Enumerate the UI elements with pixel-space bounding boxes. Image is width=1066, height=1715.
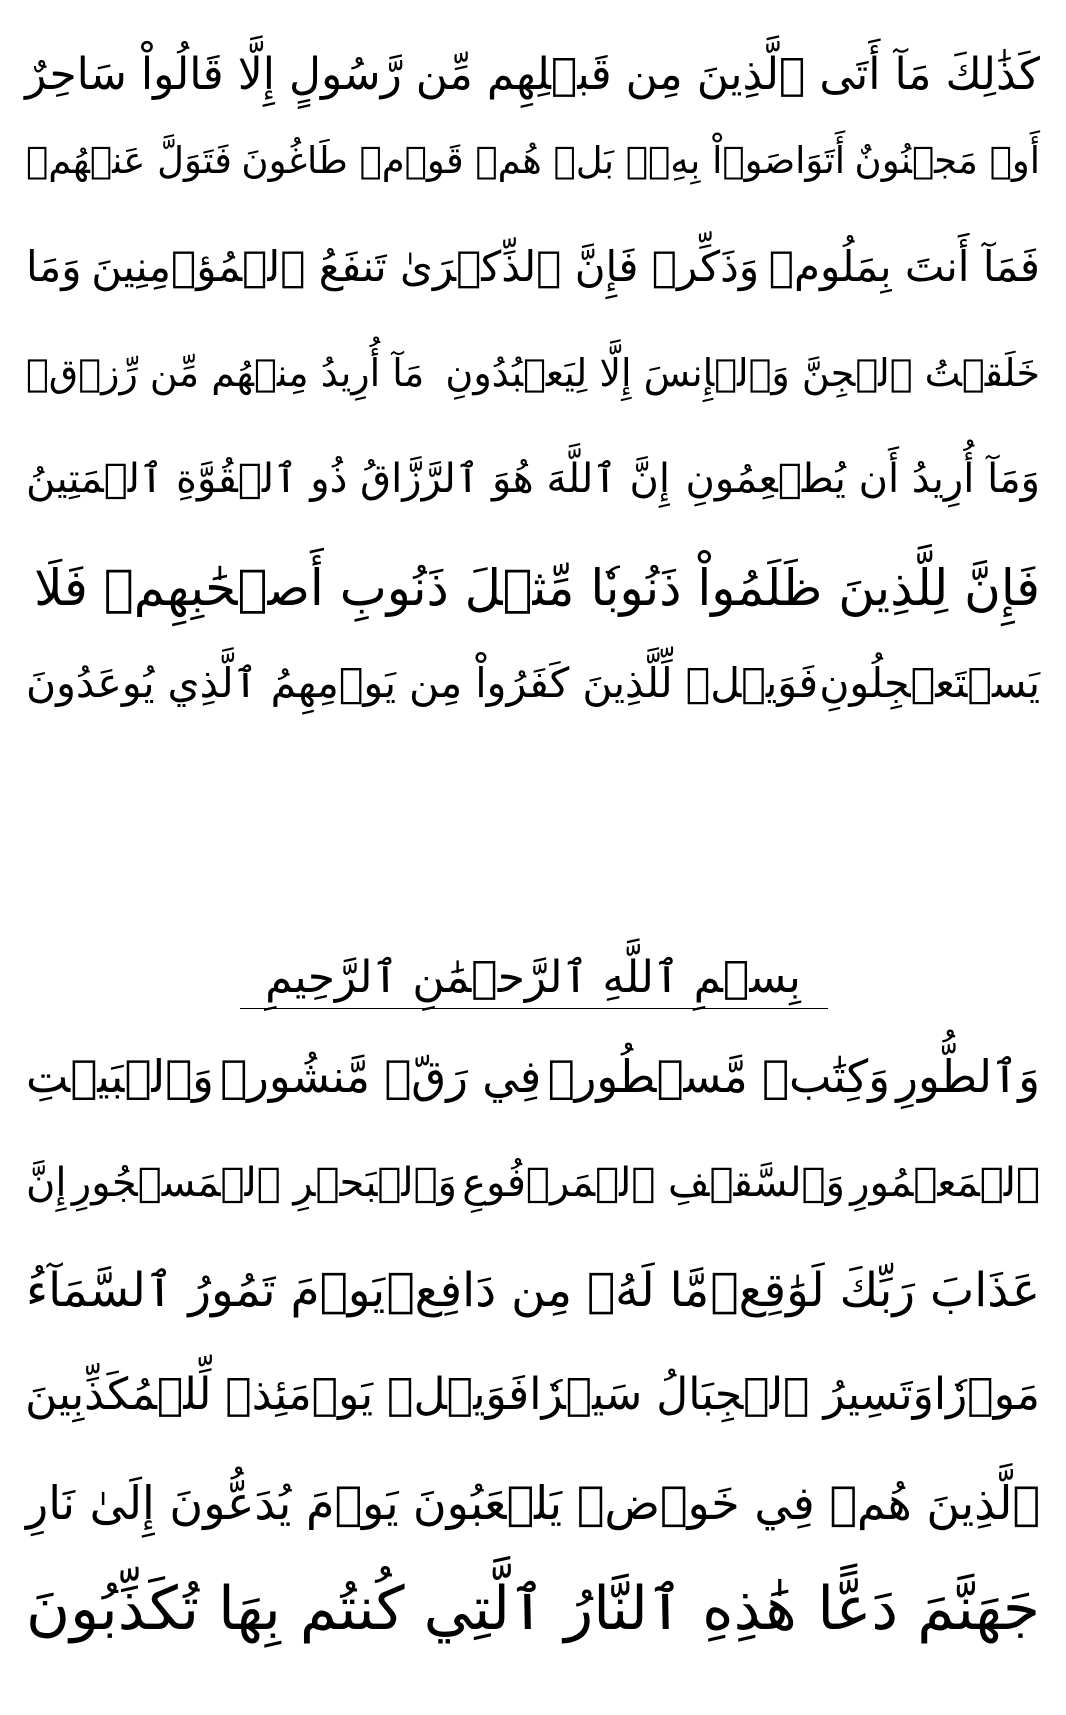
verse-segment: إِنَّ ٱللَّهَ هُوَ ٱلرَّزَّاقُ ذُو ٱلۡقُوَّةِ ٱلۡمَتِينُ: [26, 456, 670, 502]
verse-segment: مَوۡرٗا: [933, 1369, 1040, 1420]
verse-segment: وَٱلسَّقۡفِ ٱلۡمَرۡفُوعِ: [462, 1160, 845, 1206]
verse-segment: وَٱلطُّورِ: [896, 1050, 1040, 1103]
text-line: [26, 32, 1040, 118]
verse-segment: يَسۡتَعۡجِلُونِ: [819, 659, 1040, 707]
basmala-underline: [240, 1008, 828, 1009]
verse-segment: يَوۡمَ تَمُورُ ٱلسَّمَآءُ: [26, 1263, 386, 1318]
verse-segment: وَكِتَٰبٖ مَّسۡطُورٖ: [547, 1050, 890, 1103]
verse-segment: مَآ أُرِيدُ مِنۡهُم مِّن رِّزۡقٖ: [26, 351, 425, 395]
text-line: [26, 1352, 1040, 1438]
verse-segment: خَلَقۡتُ ٱلۡجِنَّ وَٱلۡإِنسَ إِلَّا لِيَعۡبُدُونِ: [445, 351, 1040, 395]
text-line: [26, 640, 1040, 726]
verse-segment: إِنَّ: [26, 1160, 67, 1206]
text-line: [26, 545, 1040, 631]
verse-segment: وَٱلۡبَحۡرِ ٱلۡمَسۡجُورِ: [71, 1160, 457, 1206]
verse-segment: وَٱلۡبَيۡتِ: [26, 1050, 214, 1103]
text-line: [26, 224, 1040, 310]
verse-segment: وَمَا: [26, 242, 82, 291]
verse-segment: عَذَابَ رَبِّكَ لَوَٰقِعٞ: [710, 1263, 1040, 1318]
verse-segment: وَمَآ أُرِيدُ أَن يُطۡعِمُونِ: [685, 456, 1040, 502]
verse-segment: مَّا لَهُۥ مِن دَافِعٖ: [386, 1263, 710, 1318]
text-line: [26, 1460, 1040, 1546]
verse-segment: ٱلۡمَعۡمُورِ: [850, 1160, 1040, 1206]
verse-segment: أَتَوَاصَوۡاْ بِهِۦۚ بَلۡ هُمۡ قَوۡمٞ طَاغُونَ: [241, 139, 846, 182]
verse-segment: فَوَيۡلٞ يَوۡمَئِذٖ لِّلۡمُكَذِّبِينَ: [25, 1369, 530, 1420]
verse-segment: وَتَسِيرُ ٱلۡجِبَالُ سَيۡرٗا: [529, 1369, 934, 1420]
verse-segment: أَوۡ مَجۡنُونٌ: [854, 139, 1040, 182]
verse-segment: جَهَنَّمَ دَعًّا: [817, 1574, 1040, 1644]
text-line: [26, 436, 1040, 522]
verse-segment: فَإِنَّ لِلَّذِينَ ظَلَمُواْ ذَنُوبٗا مِّثۡلَ ذَنُوبِ أَصۡحَٰبِهِمۡ فَلَا: [34, 559, 1040, 617]
text-line: [26, 118, 1040, 204]
verse-segment: فَتَوَلَّ عَنۡهُمۡ: [26, 139, 232, 182]
verse-segment: هَٰذِهِ ٱلنَّارُ ٱلَّتِي كُنتُم بِهَا تُكَذِّبُونَ: [26, 1574, 797, 1644]
text-line: [26, 1034, 1040, 1120]
text-line: [26, 330, 1040, 416]
basmala: بِسۡمِ ٱللَّهِ ٱلرَّحۡمَٰنِ ٱلرَّحِيمِ: [265, 952, 801, 1003]
text-line: [26, 1248, 1040, 1334]
verse-segment: يَوۡمَ يُدَعُّونَ إِلَىٰ نَارِ: [26, 1476, 399, 1530]
verse-segment: فِي رَقّٖ مَّنشُورٖ: [220, 1050, 542, 1103]
verse-segment: فَوَيۡلٞ لِّلَّذِينَ كَفَرُواْ مِن يَوۡمِهِمُ ٱلَّذِي يُوعَدُونَ: [26, 659, 819, 707]
verse-segment: فَمَآ أَنتَ بِمَلُومٖ: [768, 242, 1040, 291]
verse-segment: ٱلَّذِينَ هُمۡ فِي خَوۡضٖ يَلۡعَبُونَ: [412, 1476, 1040, 1530]
verse-segment: وَذَكِّرۡ فَإِنَّ ٱلذِّكۡرَىٰ تَنفَعُ ٱلۡمُؤۡمِنِينَ: [91, 242, 760, 291]
verse-segment: كَذَٰلِكَ مَآ أَتَى ٱلَّذِينَ مِن قَبۡلِهِم مِّن رَّسُولٍ إِلَّا قَالُواْ سَاحِرٌ: [25, 49, 1040, 100]
text-line: [26, 1566, 1040, 1652]
text-line: [26, 1140, 1040, 1226]
